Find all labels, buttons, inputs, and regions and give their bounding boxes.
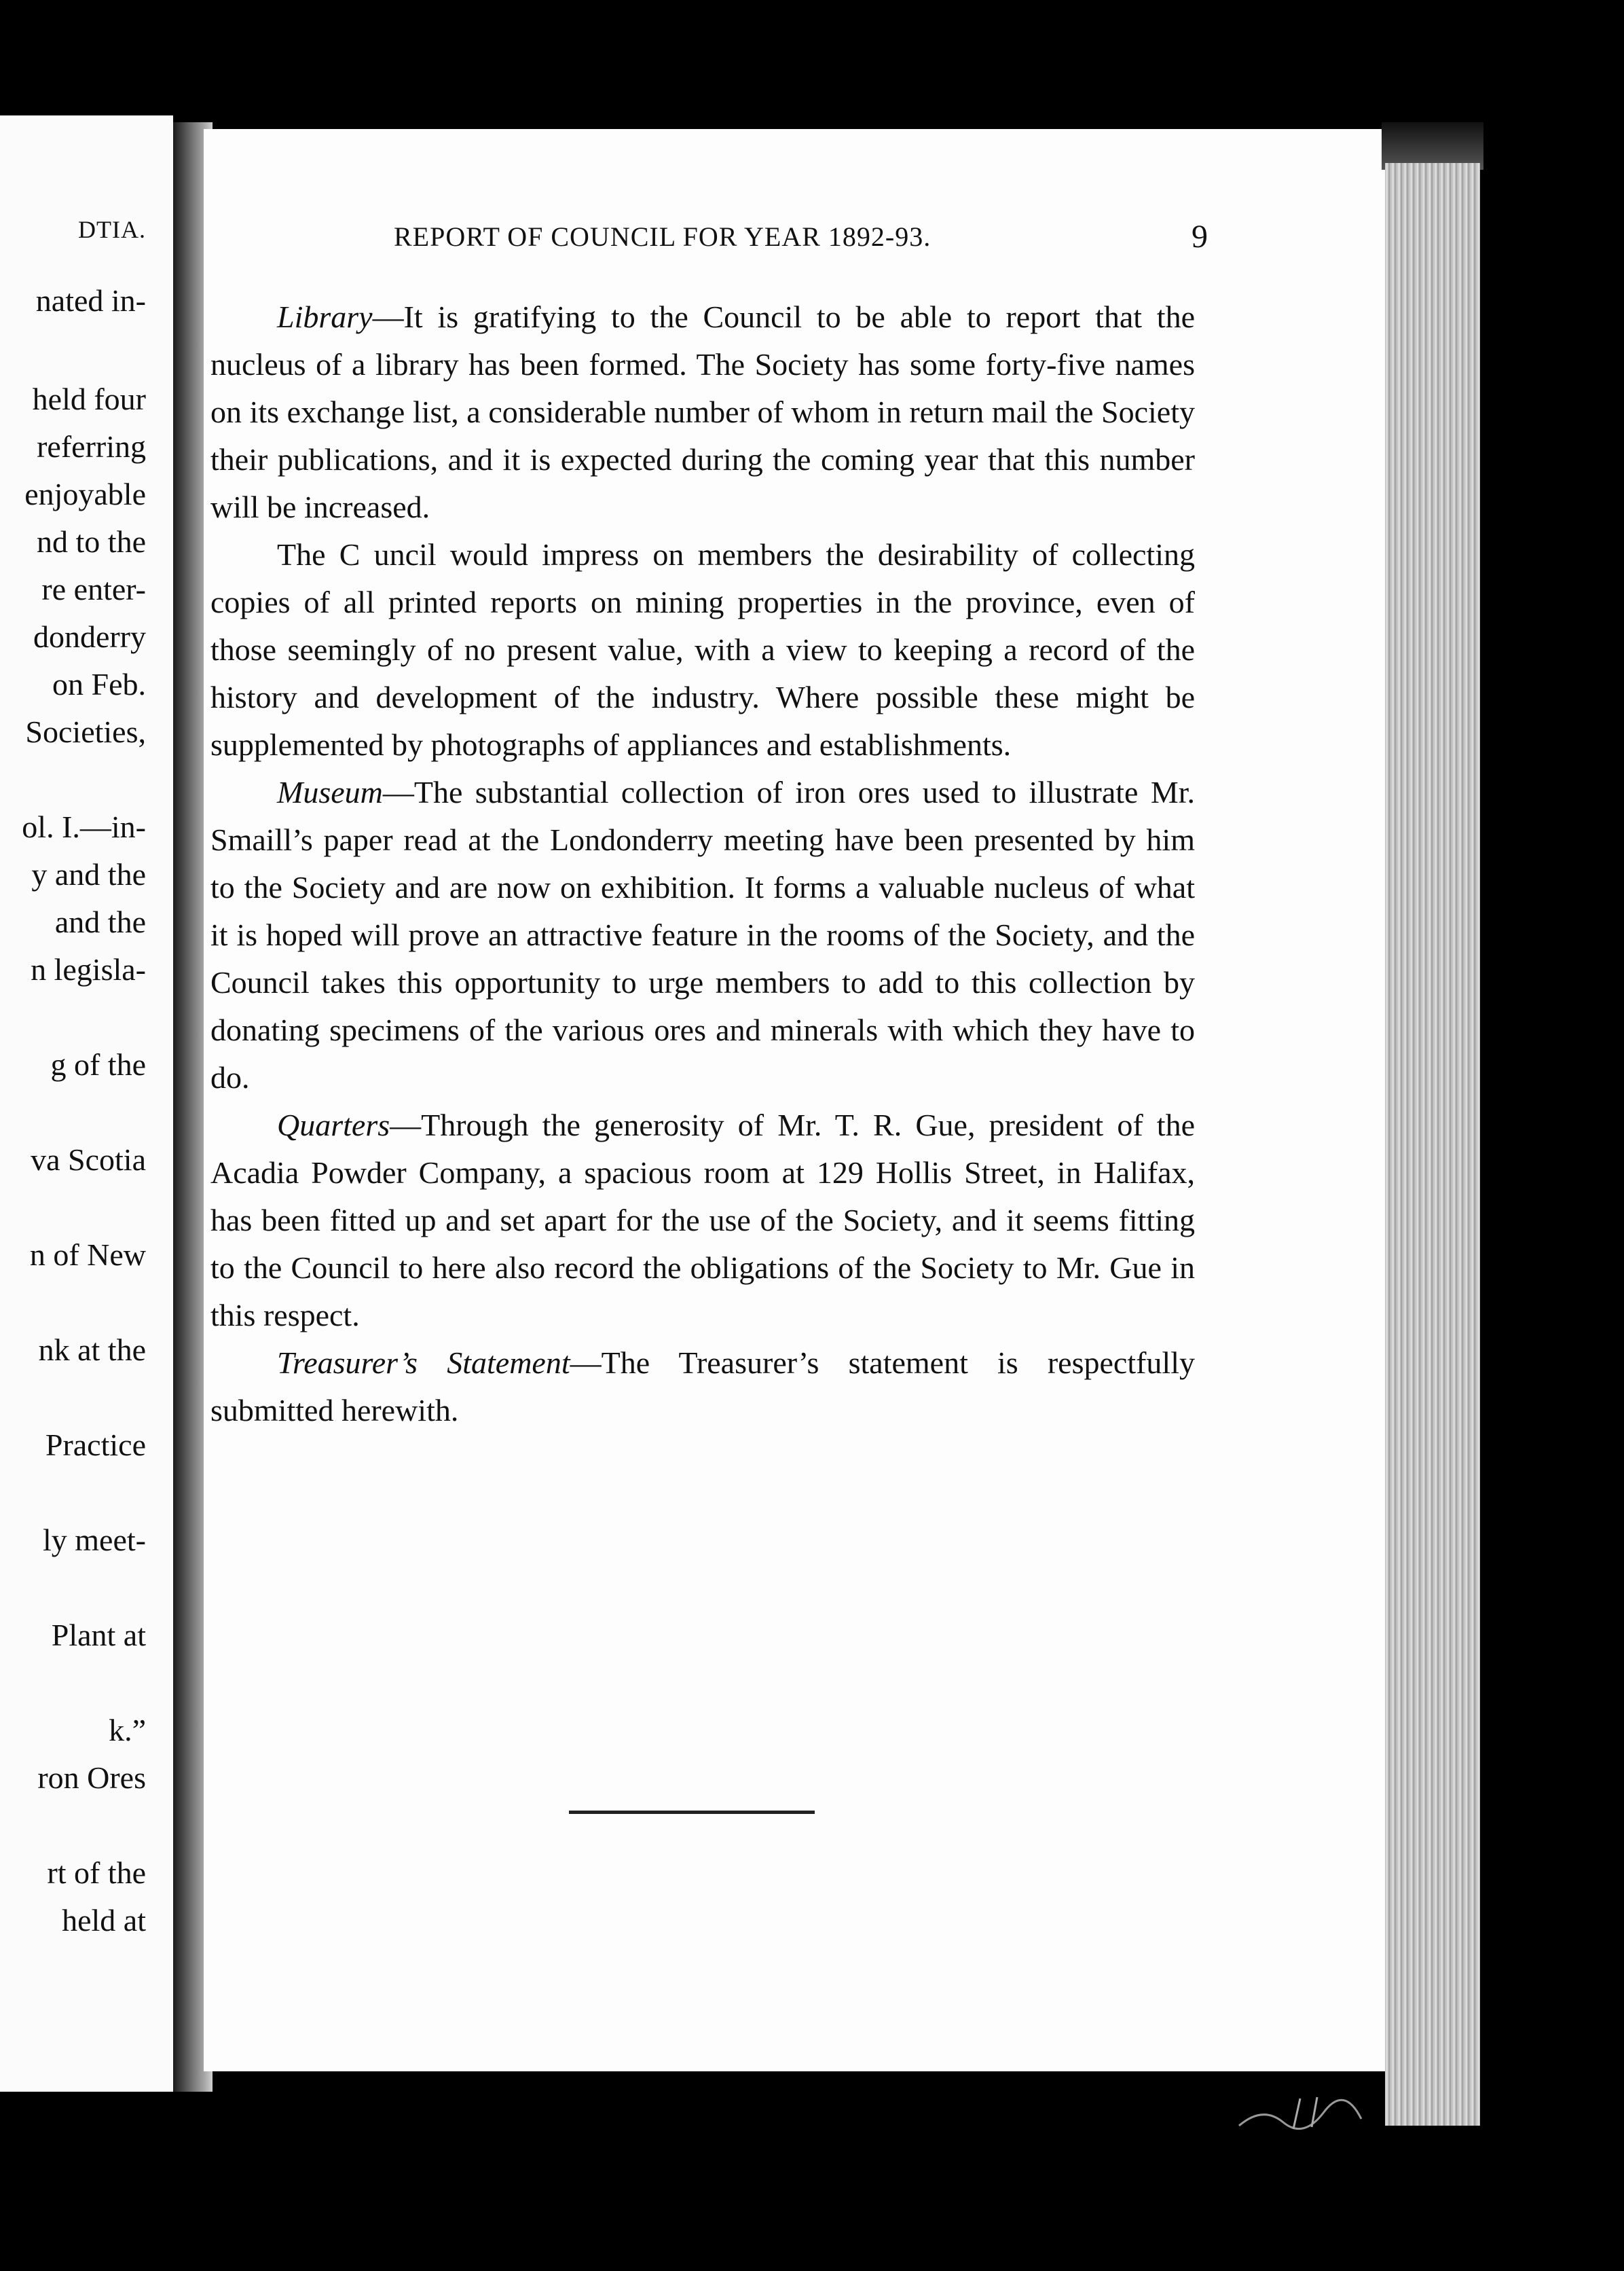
left-page-line: referring [37, 429, 146, 464]
left-facing-page [0, 115, 173, 2092]
left-page-line: n legisla- [31, 952, 146, 987]
section-lead-library: Library [277, 299, 373, 334]
left-page-line: nk at the [38, 1332, 146, 1367]
page-number: 9 [1192, 219, 1208, 255]
paragraph-text: —Through the generosity of Mr. T. R. Gue, president of the Acadia Powder Company, a spacious room at 129 Hollis Street, in Halifax, has been fitted up and set apart for the use of the Society, and it seems fitting to the Council to here also record the obligations of the Society to Mr. Gue in this respect. [210, 1108, 1195, 1332]
paragraph-text: The C uncil would impress on members the desirability of collecting copies of all printed reports on mining properties in the province, even of those seemingly of no present value, with a view to keeping a record of the history and development of the industry. Where possible these might be supplemented by photographs of appliances and establishments. [210, 537, 1195, 762]
paragraph-quarters [210, 1102, 1195, 1339]
left-page-line: re enter- [41, 572, 146, 606]
left-page-line: va Scotia [31, 1142, 146, 1177]
left-page-line: Practice [45, 1428, 146, 1462]
left-page-line: held four [32, 382, 146, 416]
left-page-line: ol. I.—in- [22, 810, 146, 844]
left-page-line: ly meet- [43, 1523, 146, 1557]
paragraph-council-reports [210, 531, 1195, 769]
left-page-line: nated in- [35, 283, 146, 318]
left-page-header-fragment: DTIA. [78, 216, 146, 243]
section-lead-museum: Museum [277, 775, 383, 810]
paragraph-text: —It is gratifying to the Council to be able to report that the nucleus of a library has been formed. The Society has some forty-five names on its exchange list, a considerable number of whom in return mail the Society their publications, and it is expected during the coming year that this number will be increased. [210, 299, 1195, 524]
left-page-line: nd to the [37, 524, 146, 559]
section-end-rule [569, 1811, 815, 1814]
left-page-line: g of the [50, 1047, 146, 1082]
paragraph-text: —The Treasurer’s statement is respectfully submitted herewith. [210, 1345, 1195, 1428]
left-page-line: and the [54, 905, 146, 939]
running-header-title: REPORT OF COUNCIL FOR YEAR 1892-93. [394, 221, 931, 252]
report-body [210, 293, 1195, 1434]
running-header [394, 221, 1208, 261]
pencil-mark-icon [1236, 2092, 1365, 2132]
left-page-line: donderry [33, 619, 146, 654]
left-page-line: k.” [109, 1713, 146, 1747]
section-lead-treasurer: Treasurer’s Statement [277, 1345, 570, 1380]
paragraph-museum [210, 769, 1195, 1102]
left-page-line: held at [62, 1903, 146, 1938]
left-page-line: Societies, [25, 714, 146, 749]
left-page-line: rt of the [47, 1855, 146, 1890]
paragraph-text: —The substantial collection of iron ores used to illustrate Mr. Smaill’s paper read at the Londonderry meeting have been presented by him to the Society and are now on exhibition. It forms a valuable nucleus of what it is hoped will prove an attractive feature in the rooms of the Society, and the Council takes this opportunity to urge members to add to this collection by donating specimens of the various ores and minerals with which they have to do. [210, 775, 1195, 1095]
left-page-line: enjoyable [24, 477, 146, 511]
paragraph-library [210, 293, 1195, 531]
left-page-line: n of New [29, 1237, 146, 1272]
section-lead-quarters: Quarters [277, 1108, 390, 1142]
left-page-line: on Feb. [52, 667, 146, 702]
left-page-line: Plant at [51, 1618, 146, 1652]
left-page-line: y and the [31, 857, 146, 892]
page-stack-edge [1385, 163, 1480, 2126]
left-page-line: ron Ores [37, 1760, 146, 1795]
paragraph-treasurer [210, 1339, 1195, 1434]
